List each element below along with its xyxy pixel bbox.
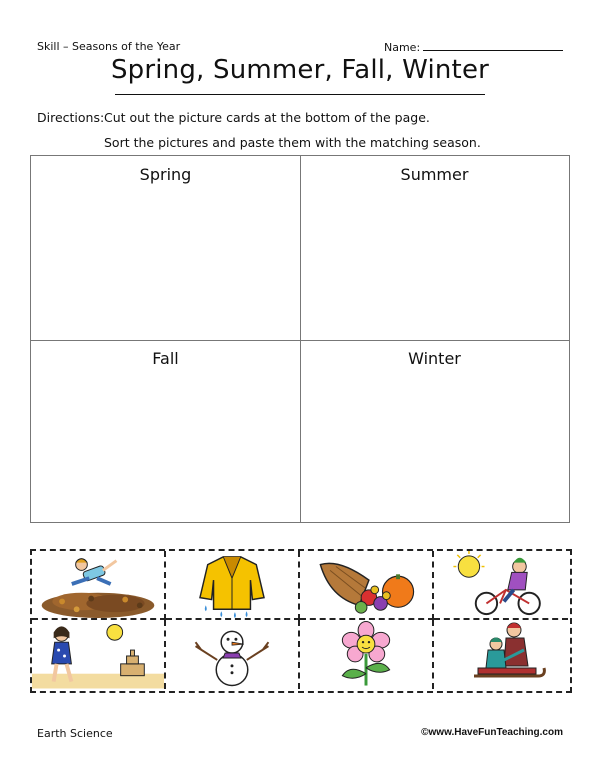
directions-line-2: Sort the pictures and paste them with the matching season. [104,135,481,150]
pink-flower-icon [300,620,432,689]
season-label-summer: Summer [400,165,469,184]
beach-girl-sandcastle-icon [32,620,164,689]
card-sled[interactable] [434,620,568,689]
card-cornucopia[interactable] [300,551,434,620]
season-sort-grid [30,155,570,523]
picture-cards [30,549,572,693]
grid-divider-horizontal [31,340,569,341]
name-field[interactable] [384,40,563,54]
cornucopia-icon [300,551,432,618]
bike-rider-sun-icon [434,551,568,618]
leaf-pile-jump-icon [32,551,164,618]
sled-riders-icon [434,620,568,689]
card-leaf-pile[interactable] [32,551,166,620]
card-snowman[interactable] [166,620,300,689]
name-line[interactable] [423,40,563,51]
directions-line-1: Cut out the picture cards at the bottom of the page. [104,110,430,125]
name-label: Name: [384,41,421,54]
snowman-icon [166,620,298,689]
grid-divider-vertical [300,156,301,522]
footer-subject: Earth Science [37,727,113,740]
directions-label: Directions: [37,110,105,125]
raincoat-icon [166,551,298,618]
card-bike-rider[interactable] [434,551,568,620]
season-label-fall: Fall [152,349,179,368]
season-label-winter: Winter [408,349,461,368]
card-flower[interactable] [300,620,434,689]
skill-label: Skill – Seasons of the Year [37,40,181,53]
card-beach-girl[interactable] [32,620,166,689]
title-underline [115,94,485,95]
footer-copyright: ©www.HaveFunTeaching.com [421,727,563,738]
page-title: Spring, Summer, Fall, Winter [110,55,490,85]
card-raincoat[interactable] [166,551,300,620]
season-label-spring: Spring [139,165,192,184]
